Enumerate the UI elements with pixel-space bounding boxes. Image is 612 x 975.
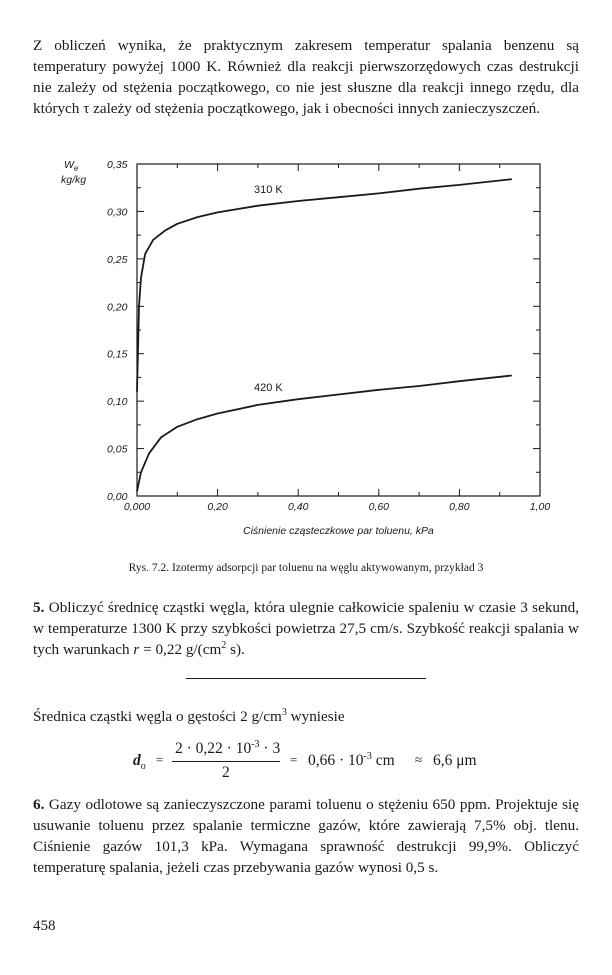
x-tick-label: 0,60 xyxy=(368,501,390,513)
formula-numerator xyxy=(175,740,280,758)
result-text: 0,66 · 10 xyxy=(308,752,364,769)
y-axis-unit: kg/kg xyxy=(61,174,87,186)
diameter-formula xyxy=(0,740,612,790)
formula-denominator: 2 xyxy=(222,764,230,781)
formula-approx: ≈ xyxy=(415,752,423,767)
problem-5-exponent: 2 xyxy=(221,639,227,651)
page-number: 458 xyxy=(33,918,56,934)
numerator-text: 2 · 0,22 · 10 xyxy=(175,740,252,757)
problem-6 xyxy=(33,794,579,878)
y-tick-label: 0,00 xyxy=(107,491,128,503)
fraction-bar xyxy=(172,761,280,762)
problem-5 xyxy=(33,597,579,660)
curve-label-310k: 310 K xyxy=(253,183,283,196)
problem-5-number: 5. xyxy=(33,599,45,616)
plot-frame xyxy=(137,164,540,496)
figure-caption: Rys. 7.2. Izotermy adsorpcji par toluenu na węglu aktywowanym, przykład 3 xyxy=(128,562,484,574)
problem-5-value: = 0,22 g/(cm xyxy=(139,641,222,658)
isotherm-curve-310k xyxy=(137,179,512,395)
x-tick-label: 0,40 xyxy=(287,501,309,513)
solution-text xyxy=(33,706,579,727)
numerator-tail: · 3 xyxy=(259,740,281,757)
curves xyxy=(137,179,512,491)
intro-paragraph: Z obliczeń wynika, że praktycznym zakresem temperatur spalania benzenu są temperatury powyżej 1000 K. Również dla reakcji pierwszorzędowych czas destrukcji nie zależy od stężenia początkowego, co nie jest słuszne dla reakcji innego rzędu, dla których τ zależy od stężenia początkowego, jak i obecności innych zanieczyszczeń. xyxy=(33,37,579,117)
y-tick-label: 0,10 xyxy=(107,396,128,409)
curve-labels xyxy=(254,184,283,394)
y-tick-label: 0,05 xyxy=(107,443,128,456)
solution-exponent: 3 xyxy=(281,706,287,718)
separator-rule xyxy=(186,678,426,679)
x-tick-label: 0,80 xyxy=(449,501,470,513)
y-tick-label: 0,35 xyxy=(107,159,128,171)
axis-ticks xyxy=(137,164,540,496)
formula-approx-value: 6,6 μm xyxy=(433,752,477,769)
formula-equals-1: = xyxy=(156,752,164,767)
problem-5-text: Obliczyć średnicę cząstki węgla, która ulegnie całkowicie spaleniu w czasie 3 sekund, w temperaturze 1300 K przy szybkości powietrza 27,5 cm/s. Szybkość reakcji spalania w tych warunkach xyxy=(33,599,579,658)
adsorption-isotherm-chart xyxy=(0,150,612,545)
problem-5-variable: r xyxy=(133,641,140,658)
x-tick-label: 1,00 xyxy=(529,501,551,513)
formula-lhs-symbol: d xyxy=(133,752,141,769)
numerator-exponent: -3 xyxy=(251,738,260,750)
result-tail: cm xyxy=(371,752,395,769)
y-tick-label: 0,15 xyxy=(107,348,128,361)
problem-5-tail: s). xyxy=(226,641,245,658)
y-tick-label: 0,25 xyxy=(107,253,128,266)
y-tick-label: 0,20 xyxy=(107,301,128,314)
y-tick-label: 0,30 xyxy=(107,206,128,219)
formula-lhs xyxy=(133,752,146,772)
formula-result xyxy=(308,752,395,770)
problem-6-text: Gazy odlotowe są zanieczyszczone parami toluenu o stężeniu 650 ppm. Projektuje się usuwanie toluenu przez spalanie termiczne gazów, które zawierają 7,5% obj. tlenu. Ciśnienie gazów 101,3 kPa. Wymagana sprawność destrukcji 99,9%. Obliczyć temperaturę spalania, jeżeli czas przebywania gazów wynosi 0,5 s. xyxy=(33,796,579,876)
y-tick-labels xyxy=(107,159,128,503)
x-tick-labels xyxy=(124,501,551,513)
y-axis-symbol-main: W xyxy=(64,159,74,171)
y-axis-symbol-subscript: e xyxy=(73,164,79,173)
solution-main: Średnica cząstki węgla o gęstości 2 g/cm xyxy=(33,708,282,725)
x-tick-label: 0,000 xyxy=(123,501,151,513)
result-exponent: -3 xyxy=(363,750,372,762)
x-axis-label: Ciśnienie cząsteczkowe par toluenu, kPa xyxy=(243,525,434,537)
problem-6-number: 6. xyxy=(33,796,45,813)
isotherm-curve-420k xyxy=(137,376,512,492)
formula-lhs-subscript: o xyxy=(140,761,146,773)
curve-label-420k: 420 K xyxy=(253,382,283,395)
solution-tail: wyniesie xyxy=(286,708,345,725)
formula-equals-2: = xyxy=(290,752,298,767)
x-tick-label: 0,20 xyxy=(207,501,228,513)
y-axis-symbol xyxy=(64,159,79,173)
